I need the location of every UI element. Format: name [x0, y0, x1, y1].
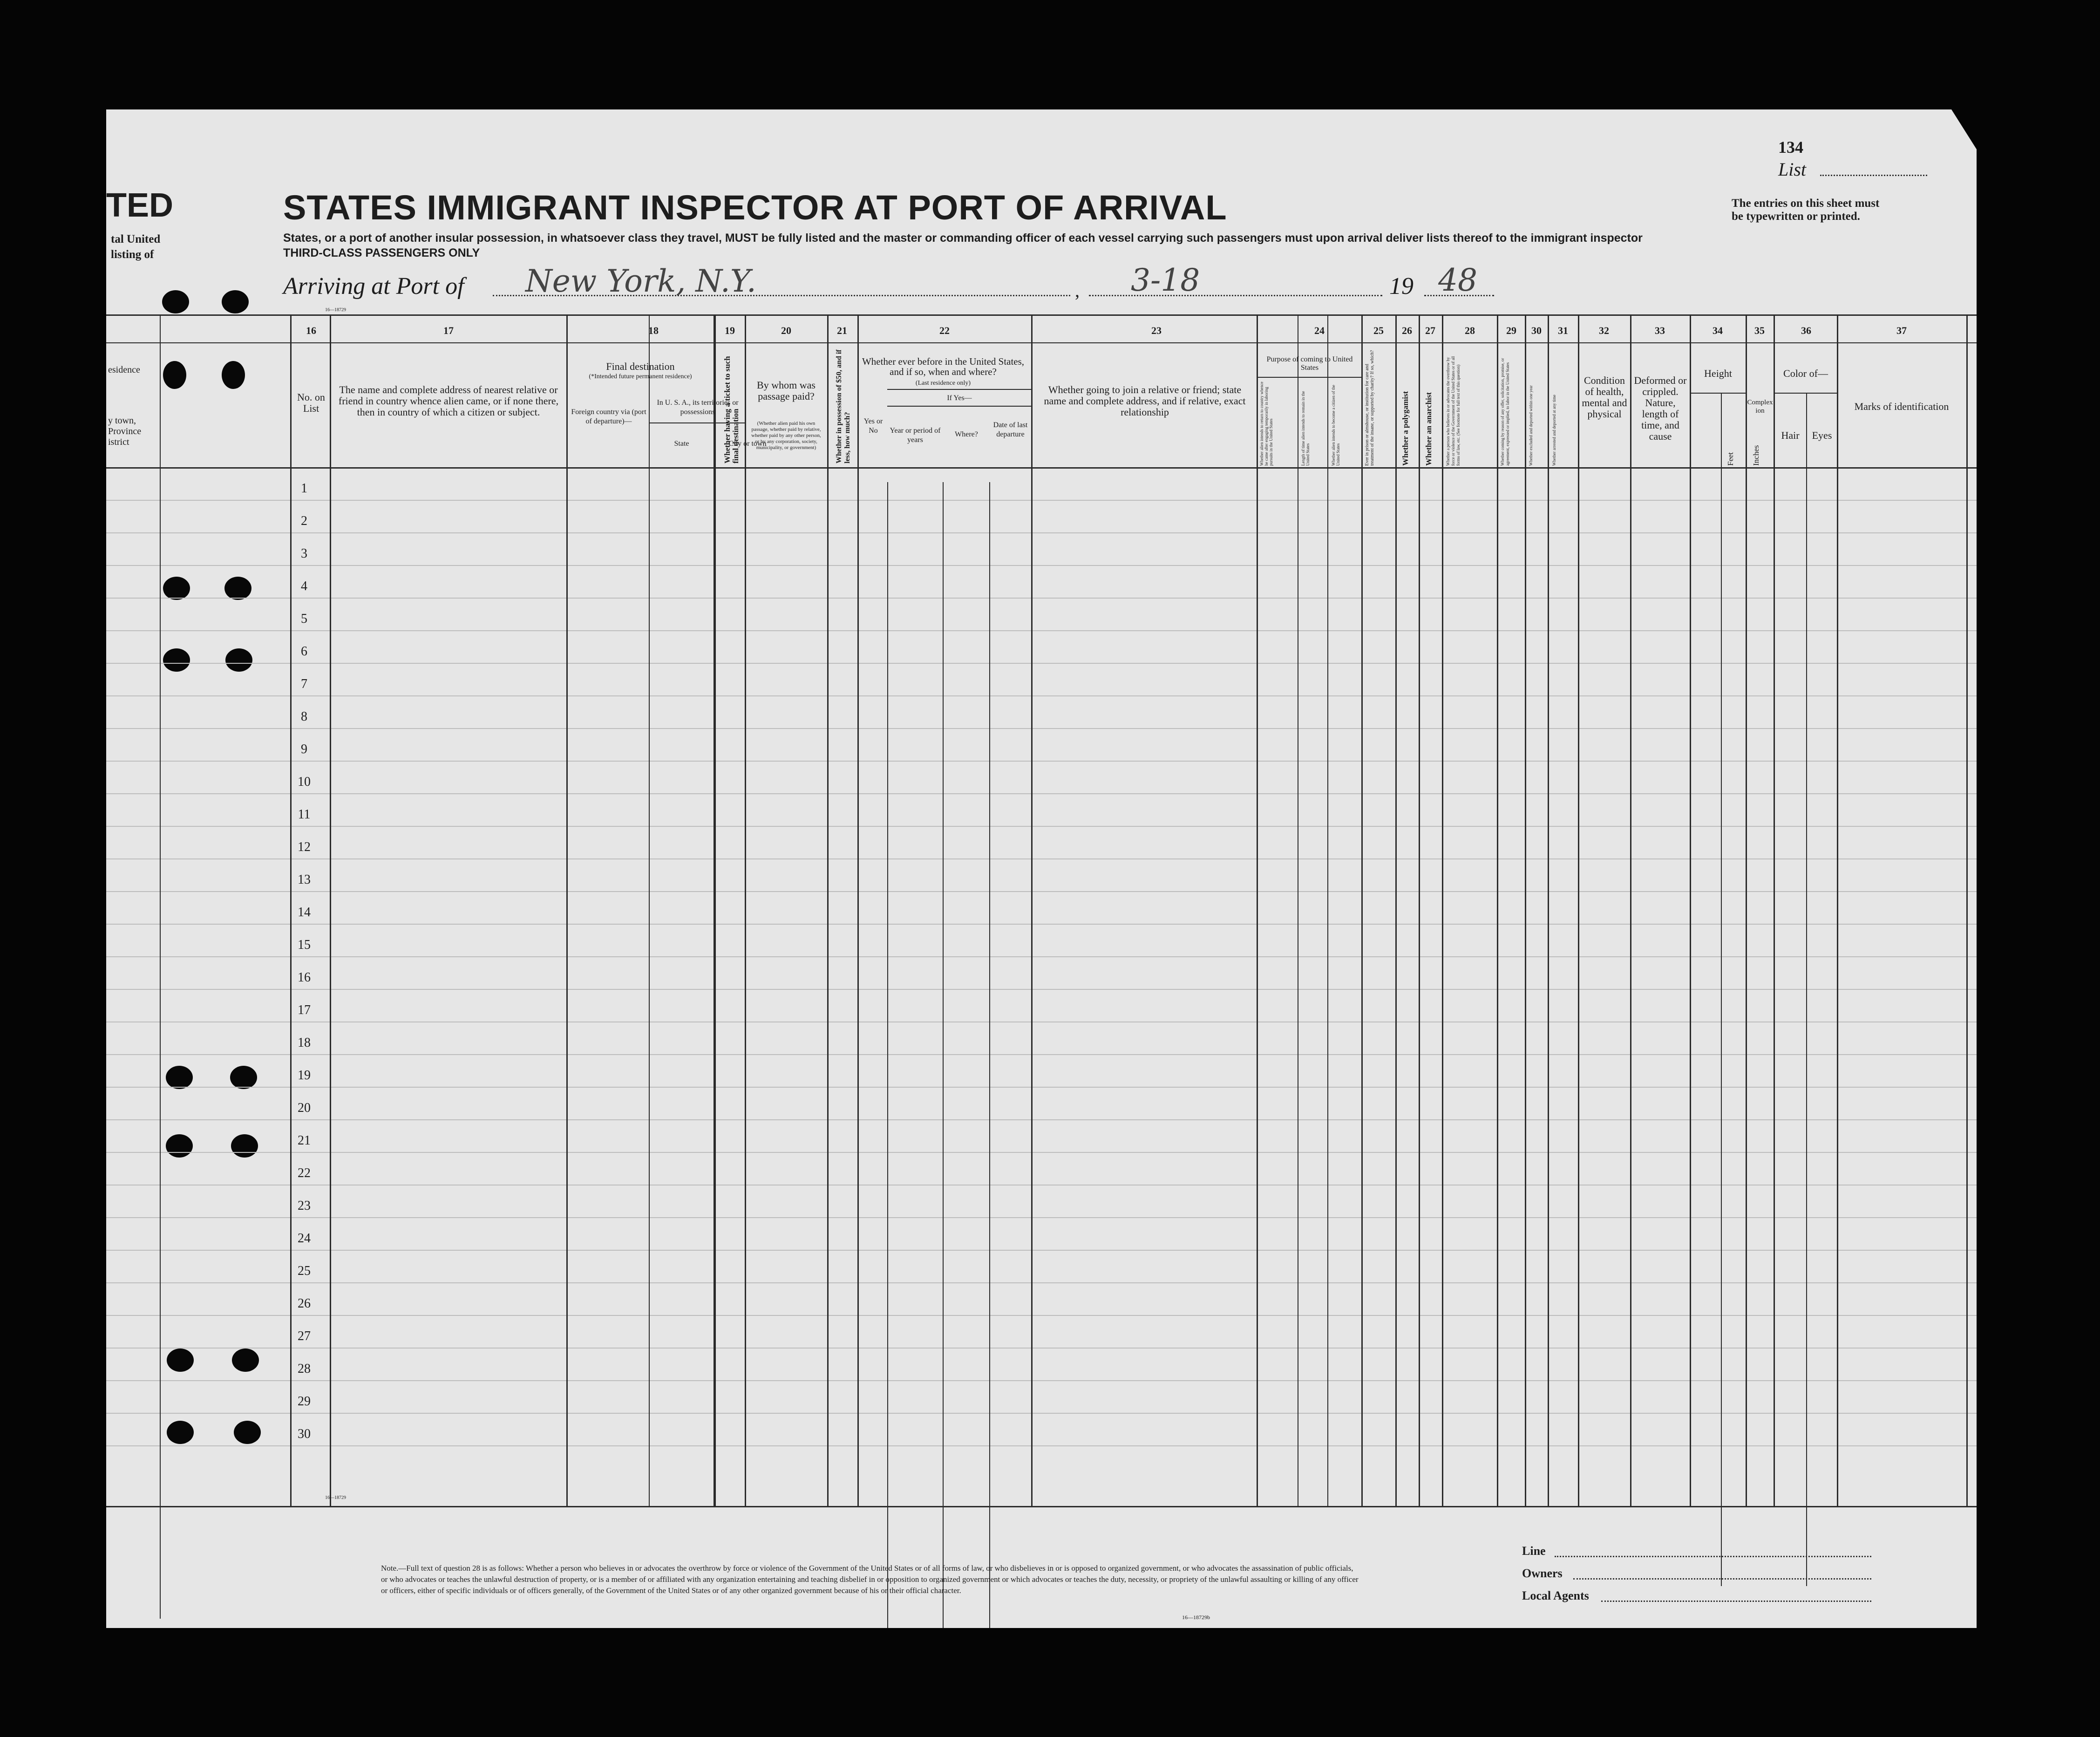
row-number: 22 — [298, 1166, 311, 1180]
col-num-29: 29 — [1506, 325, 1516, 336]
arriving-label: Arriving at Port of — [283, 273, 464, 300]
row-line — [106, 761, 1977, 762]
row-line — [106, 924, 1977, 925]
header-no-on-list: No. on List — [297, 391, 325, 414]
row-line — [106, 630, 1977, 631]
col-num-21: 21 — [837, 325, 847, 336]
form-code-bottom: 16—18729 — [325, 1495, 346, 1500]
footnote-code: 16—18729b — [1182, 1614, 1210, 1621]
col-num-35: 35 — [1754, 325, 1765, 336]
header-purpose: Purpose of coming to United States — [1266, 355, 1353, 372]
col-num-26: 26 — [1402, 325, 1412, 336]
header-offer-labor: Whether coming by reason of any offer, solicitation, promise, or agreement, expressed or implied, to labor in the United States — [1500, 358, 1510, 466]
header-nearest-relative: The name and complete address of nearest relative or friend in country whence alien came, or if none there, then in country of which a citizen or subject. — [338, 384, 559, 418]
col-num-28: 28 — [1465, 325, 1475, 336]
left-label-district: istrict — [108, 437, 129, 447]
header-passage-paid: By whom was passage paid? — [757, 379, 816, 402]
col-num-22: 22 — [939, 325, 950, 336]
page-title: STATES IMMIGRANT INSPECTOR AT PORT OF ARRIVAL — [283, 188, 1227, 227]
row-line — [106, 989, 1977, 990]
row-number: 27 — [298, 1329, 311, 1343]
row-line — [106, 1413, 1977, 1414]
list-number: 134 — [1778, 138, 1803, 157]
manifest-sheet — [106, 109, 1977, 1628]
header-final-destination: Final destination — [606, 361, 675, 372]
row-number: 23 — [298, 1199, 311, 1213]
owners-field — [1573, 1578, 1871, 1580]
row-line — [106, 956, 1977, 957]
row-number: 11 — [298, 807, 311, 822]
row-line — [106, 1119, 1977, 1120]
col-num-20: 20 — [781, 325, 791, 336]
left-fragment-2: listing of — [111, 248, 154, 261]
header-where: Where? — [955, 430, 978, 438]
header-prison: Ever in prison or almshouse, or institution for care and treatment of the insane, or supported by charity? If so, which? — [1365, 350, 1375, 466]
row-number: 28 — [298, 1362, 311, 1376]
footnote: Note.—Full text of question 28 is as follows: Whether a person who believes in or advocates the overthrow by force or violence of the Government of the United States or of all forms of law, or who disbelieves in or is opposed to organized government, or who advocates the assassination of public officials, or who advocates or teaches the unlawful destruction of property, or is a member of or affiliated with any organization entertaining and teaching disbelief in or opposition to organized government or which advocates or teaches the duty, necessity, or propriety of the unlawful assaulting or killing of any officer or officers, either of specific individuals or of officers generally, of the Government of the United States or of any other organized government because of his or their official character. — [381, 1564, 1359, 1595]
row-number: 4 — [301, 579, 307, 593]
row-number: 6 — [301, 644, 307, 659]
col-num-23: 23 — [1151, 325, 1162, 336]
header-yes-no: Yes or No — [863, 417, 883, 435]
col-num-34: 34 — [1713, 325, 1723, 336]
row-line — [106, 500, 1977, 501]
intro-text: States, or a port of another insular possession, in whatsoever class they travel, MUST be fully listed and the master or commanding officer of each vessel carrying such passengers must upon arrival deliver lists thereof to the immigrant inspector — [283, 232, 1643, 245]
header-passage-note: (Whether alien paid his own passage, whether paid by relative, whether paid by any other person, or by any corporation, society, municipality, or government) — [751, 421, 821, 450]
header-health: Condition of health, mental and physical — [1582, 375, 1627, 420]
left-label-town: y town, — [108, 416, 136, 426]
header-hair: Hair — [1781, 429, 1800, 441]
header-arrested: Whether arrested and deported at any time — [1552, 395, 1556, 466]
agents-label: Local Agents — [1522, 1589, 1589, 1602]
row-line — [106, 532, 1977, 533]
col-num-31: 31 — [1558, 325, 1568, 336]
row-number: 24 — [298, 1231, 311, 1246]
header-purpose-a: Whether alien intends to return to country whence he came after engaging temporarily in laboring pursuits in the United States — [1259, 381, 1273, 466]
header-deformed: Deformed or crippled. Nature, length of time, and cause — [1634, 375, 1687, 442]
row-number: 8 — [301, 709, 307, 724]
header-join-relative: Whether going to join a relative or friend; state name and complete address, and if relative, exact relationship — [1044, 384, 1246, 418]
col-num-19: 19 — [725, 325, 735, 336]
header-city: City or town — [728, 440, 767, 448]
header-foreign-country: Foreign country via (port of departure)— — [571, 408, 646, 425]
form-code-top: 16—18729 — [325, 307, 346, 313]
row-line — [106, 1348, 1977, 1349]
header-color-of: Color of— — [1783, 368, 1828, 379]
row-line — [106, 695, 1977, 696]
typewritten-note-2: be typewritten or printed. — [1732, 210, 1860, 223]
row-number: 2 — [301, 514, 307, 528]
col-num-24: 24 — [1314, 325, 1325, 336]
header-feet: Feet — [1726, 452, 1735, 466]
row-line — [106, 1315, 1977, 1316]
header-overthrow: Whether a person who believes in or advocates the overthrow by force or violence of the Government of the United States or of all forms of law, etc. (See footnote for full text of this question) — [1446, 356, 1461, 466]
row-number: 17 — [298, 1003, 311, 1017]
header-complexion: Complexion — [1747, 399, 1773, 415]
left-fragment-1: tal United — [111, 233, 161, 245]
header-period: Year or period of years — [890, 427, 941, 444]
header-anarchist: Whether an anarchist — [1424, 392, 1433, 466]
header-last-departure: Date of last departure — [993, 421, 1028, 438]
col-num-37: 37 — [1896, 325, 1907, 336]
class-note: THIRD-CLASS PASSENGERS ONLY — [283, 246, 480, 259]
row-number: 21 — [298, 1133, 311, 1148]
line-label: Line — [1522, 1544, 1546, 1558]
row-number: 29 — [298, 1394, 311, 1409]
col-num-17: 17 — [443, 325, 454, 336]
row-number: 7 — [301, 677, 307, 691]
row-number: 25 — [298, 1264, 311, 1278]
row-number: 15 — [298, 938, 311, 952]
row-number: 26 — [298, 1296, 311, 1311]
row-line — [106, 1445, 1977, 1446]
row-line — [106, 793, 1977, 794]
row-line — [106, 858, 1977, 859]
owners-label: Owners — [1522, 1567, 1563, 1580]
left-label-residence: esidence — [108, 365, 140, 375]
row-number: 30 — [298, 1427, 311, 1441]
row-number: 9 — [301, 742, 307, 756]
header-if-yes: If Yes— — [947, 394, 972, 402]
row-number: 3 — [301, 546, 307, 561]
row-line — [106, 663, 1977, 664]
header-polygamist: Whether a polygamist — [1401, 391, 1410, 466]
header-eyes: Eyes — [1812, 429, 1832, 441]
row-number: 16 — [298, 970, 311, 985]
row-line — [106, 1152, 1977, 1153]
header-marks: Marks of identification — [1854, 401, 1949, 412]
row-number: 20 — [298, 1101, 311, 1115]
agents-field — [1601, 1601, 1871, 1602]
row-line — [106, 1380, 1977, 1381]
header-final-destination-note: (*Intended future permanent residence) — [589, 373, 692, 380]
row-line — [106, 1250, 1977, 1251]
header-purpose-b: Length of time alien intends to remain in the United States — [1301, 391, 1310, 466]
typewritten-note-1: The entries on this sheet must — [1732, 197, 1880, 210]
port-comma: , — [1075, 280, 1080, 301]
header-inches: Inches — [1752, 445, 1760, 466]
row-number: 14 — [298, 905, 311, 920]
header-fifty-dollars: Whether in possession of $50, and if less, how much? — [835, 349, 851, 463]
left-label-province: Province — [108, 426, 142, 436]
row-line — [106, 598, 1977, 599]
year-printed: 19 — [1389, 273, 1414, 300]
col-num-30: 30 — [1531, 325, 1542, 336]
col-num-25: 25 — [1373, 325, 1384, 336]
col-num-32: 32 — [1599, 325, 1609, 336]
header-ever-before: Whether ever before in the United States, and if so, when and where? — [862, 356, 1025, 377]
header-excluded: Whether excluded and deported within one year — [1529, 385, 1533, 466]
row-number: 1 — [301, 481, 307, 496]
row-line — [106, 728, 1977, 729]
row-line — [106, 826, 1977, 827]
row-line — [106, 1054, 1977, 1055]
line-field — [1555, 1556, 1871, 1557]
row-number: 18 — [298, 1035, 311, 1050]
header-ticket: Whether having a ticket to such final destination — [723, 356, 740, 463]
col-num-36: 36 — [1801, 325, 1811, 336]
row-number: 13 — [298, 872, 311, 887]
row-number: 5 — [301, 612, 307, 626]
year-handwritten: 48 — [1438, 262, 1477, 298]
row-number: 12 — [298, 840, 311, 854]
header-state: State — [674, 440, 689, 448]
list-line — [1820, 175, 1927, 177]
port-handwritten: New York, N.Y. — [525, 263, 756, 299]
date-handwritten: 3-18 — [1131, 262, 1200, 298]
col-num-16: 16 — [306, 325, 316, 336]
left-fragment-title: TED — [106, 187, 173, 224]
row-number: 10 — [298, 775, 311, 789]
row-line — [106, 1087, 1977, 1088]
col-num-18: 18 — [648, 325, 659, 336]
row-line — [106, 1217, 1977, 1218]
col-num-27: 27 — [1425, 325, 1435, 336]
row-line — [106, 891, 1977, 892]
header-in-usa: In U. S. A., its territories or possessions — [657, 399, 739, 416]
list-label: List — [1778, 159, 1807, 180]
header-height: Height — [1704, 368, 1732, 379]
header-last-residence: (Last residence only) — [915, 380, 971, 387]
row-number: 19 — [298, 1068, 311, 1083]
header-purpose-c: Whether alien intends to become a citizen of the United States — [1331, 385, 1340, 466]
row-line — [106, 1282, 1977, 1283]
row-line — [106, 565, 1977, 566]
col-num-33: 33 — [1655, 325, 1665, 336]
